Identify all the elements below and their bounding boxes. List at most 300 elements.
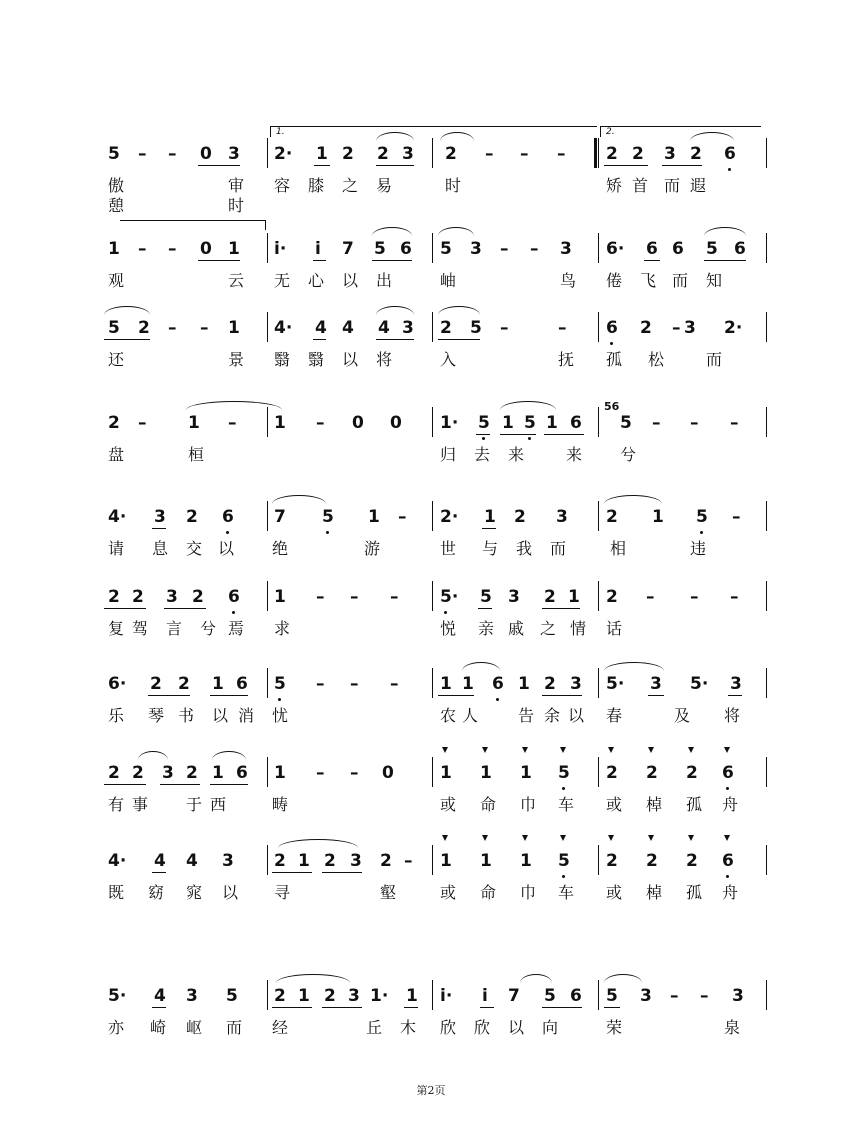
accent-mark (482, 835, 488, 841)
note: 3 (402, 144, 414, 164)
lyric: 亲 (478, 619, 495, 638)
lyric: 首 (632, 176, 649, 195)
note: 6 (570, 413, 582, 433)
duration-underline (728, 695, 742, 696)
music-system (0, 233, 862, 313)
note: 6 (236, 763, 248, 783)
note: – (652, 413, 661, 433)
note: 5 (706, 239, 718, 259)
note: 0 (200, 239, 212, 259)
note: 1 (368, 507, 380, 527)
accent-mark (608, 835, 614, 841)
accent-mark (724, 835, 730, 841)
note: 2 (606, 587, 618, 607)
note: 2 (380, 851, 392, 871)
note: – (690, 413, 699, 433)
note: – (168, 239, 177, 259)
lyric: 岖 (186, 1018, 203, 1037)
note: 4 (154, 851, 166, 871)
lyric: 景 (228, 350, 245, 369)
note: – (690, 587, 699, 607)
note: 1 (406, 986, 418, 1006)
duration-underline (210, 784, 248, 785)
lyric: 岫 (440, 271, 457, 290)
note: 3 (684, 318, 696, 338)
note: 3 (732, 986, 744, 1006)
note: 2· (724, 318, 743, 338)
lyric: 车 (558, 883, 575, 902)
lyric: 欣 (474, 1018, 491, 1037)
duration-underline (376, 339, 414, 340)
note: 1· (440, 413, 459, 433)
lyric: 忧 (272, 706, 289, 725)
lyric: 入 (440, 350, 457, 369)
lyric: 复 (108, 619, 125, 638)
bar-line (766, 668, 767, 698)
bar-line (598, 757, 599, 787)
lyric: 或 (606, 795, 623, 814)
music-system (0, 581, 862, 661)
duration-underline (648, 695, 664, 696)
note: 1 (652, 507, 664, 527)
note: 5 (558, 851, 570, 871)
note: 7 (508, 986, 520, 1006)
duration-underline (272, 1007, 312, 1008)
music-system (0, 757, 862, 837)
note: – (672, 318, 681, 338)
lyric: 向 (542, 1018, 559, 1037)
lyric: 或 (440, 795, 457, 814)
note: 2 (342, 144, 354, 164)
octave-dot (326, 531, 329, 534)
bar-line (598, 501, 599, 531)
note: 1 (518, 674, 530, 694)
lyric: 孤 (606, 350, 623, 369)
note: 2 (544, 587, 556, 607)
note: 3 (402, 318, 414, 338)
note: 1 (520, 763, 532, 783)
lyric: 巾 (520, 883, 537, 902)
accent-mark (688, 747, 694, 753)
lyric: 抚 (558, 350, 575, 369)
octave-dot (700, 531, 703, 534)
note: 2 (440, 318, 452, 338)
lyric: 将 (724, 706, 741, 725)
note: 2· (274, 144, 293, 164)
note: 5 (606, 986, 618, 1006)
lyric: 书 (178, 706, 195, 725)
note: – (200, 318, 209, 338)
accent-mark (688, 835, 694, 841)
octave-dot (278, 698, 281, 701)
duration-underline (152, 872, 166, 873)
note: 1 (274, 587, 286, 607)
duration-underline (644, 260, 660, 261)
bar-line (598, 980, 599, 1010)
lyric: 以 (212, 706, 229, 725)
lyric: 告 (518, 706, 535, 725)
tie-slur (186, 401, 282, 410)
duration-underline (372, 260, 412, 261)
duration-underline (476, 434, 490, 435)
note: 5 (544, 986, 556, 1006)
note: 1 (212, 763, 224, 783)
lyric: 之 (342, 176, 359, 195)
lyric: 而 (672, 271, 689, 290)
lyric: 以 (218, 539, 235, 558)
note: 5· (108, 986, 127, 1006)
lyric: 春 (606, 706, 623, 725)
note: 5 (374, 239, 386, 259)
note: 0 (390, 413, 402, 433)
note: 5 (226, 986, 238, 1006)
note: 2 (186, 763, 198, 783)
lyric: 时 (445, 176, 462, 195)
duration-underline (152, 1007, 166, 1008)
note: 1 (228, 239, 240, 259)
tie-slur (372, 227, 412, 236)
bar-line (598, 138, 599, 168)
bar-line (598, 581, 599, 611)
note: – (390, 587, 399, 607)
note: 4· (108, 851, 127, 871)
lyric: 乐 (108, 706, 125, 725)
bar-line (766, 407, 767, 437)
note: – (138, 144, 147, 164)
note: i (315, 239, 321, 259)
lyric: 孤 (686, 795, 703, 814)
note: 2 (178, 674, 190, 694)
lyric: 容 (274, 176, 291, 195)
volta-second-label: 2. (606, 127, 615, 137)
note: 3 (650, 674, 662, 694)
duration-underline (313, 339, 326, 340)
note: – (670, 986, 679, 1006)
bar-line (598, 668, 599, 698)
lyric: 盘 (108, 445, 125, 464)
note: 2 (192, 587, 204, 607)
duration-underline (542, 1007, 582, 1008)
lyric: 经 (272, 1018, 289, 1037)
music-system (0, 138, 862, 218)
bar-line (432, 980, 433, 1010)
lyric: 知 (706, 271, 723, 290)
note: 5 (322, 507, 334, 527)
note: 3 (348, 986, 360, 1006)
note: 1 (520, 851, 532, 871)
octave-dot (610, 342, 613, 345)
volta-first (270, 126, 597, 137)
note: – (390, 674, 399, 694)
note: 2 (274, 851, 286, 871)
note: 1 (228, 318, 240, 338)
lyric: 而 (664, 176, 681, 195)
note: 5· (606, 674, 625, 694)
lyric: 车 (558, 795, 575, 814)
note: 6 (400, 239, 412, 259)
note: – (350, 763, 359, 783)
accent-mark (442, 835, 448, 841)
lyric: 松 (648, 350, 665, 369)
lyric: 将 (376, 350, 393, 369)
accent-mark (724, 747, 730, 753)
lyric: 荣 (606, 1018, 623, 1037)
note: 3 (556, 507, 568, 527)
bar-line (267, 138, 268, 168)
note: 1 (274, 763, 286, 783)
duration-underline (438, 339, 480, 340)
lyric: 及 (674, 706, 691, 725)
note: 6 (734, 239, 746, 259)
duration-underline (322, 872, 362, 873)
note: 3 (162, 763, 174, 783)
lyric: 而 (706, 350, 723, 369)
bar-line (432, 312, 433, 342)
note: 5 (274, 674, 286, 694)
duration-underline (148, 695, 190, 696)
bar-line (267, 233, 268, 263)
bar-line (432, 845, 433, 875)
bar-line (432, 501, 433, 531)
note: i (482, 986, 488, 1006)
music-system (0, 312, 862, 392)
note: 1 (502, 413, 514, 433)
lyric: 鸟 (560, 271, 577, 290)
note: 2 (606, 763, 618, 783)
tie-slur (276, 974, 350, 983)
note: 5· (690, 674, 709, 694)
note: 2 (544, 674, 556, 694)
note: – (316, 674, 325, 694)
note: – (168, 144, 177, 164)
duration-underline (404, 1007, 418, 1008)
note: 1 (440, 851, 452, 871)
note: – (557, 144, 566, 164)
lyric: 翳 (274, 350, 291, 369)
lyric: 丘 (366, 1018, 383, 1037)
note: 2 (138, 318, 150, 338)
lyric: 交 (186, 539, 203, 558)
lyric: 琴 (148, 706, 165, 725)
note: 2 (686, 851, 698, 871)
note: 2 (274, 986, 286, 1006)
lyric: 无 (274, 271, 291, 290)
lyric: 我 (516, 539, 533, 558)
duration-underline (210, 695, 248, 696)
lyric: 世 (440, 539, 457, 558)
note: – (350, 587, 359, 607)
lyric: 出 (376, 271, 393, 290)
lyric: 以 (342, 350, 359, 369)
note: 3 (664, 144, 676, 164)
tie-slur (604, 974, 642, 983)
note: 6· (606, 239, 625, 259)
tie-slur (272, 495, 326, 504)
music-system (0, 400, 862, 487)
lyric: 请 (108, 539, 125, 558)
duration-underline (604, 1007, 620, 1008)
note: 5 (524, 413, 536, 433)
note: – (138, 413, 147, 433)
tie-slur (278, 839, 358, 848)
lyric: 寻 (274, 883, 291, 902)
lyric: 孤 (686, 883, 703, 902)
lyric: 而 (226, 1018, 243, 1037)
bar-line (766, 233, 767, 263)
note: 3 (228, 144, 240, 164)
repeat-bar (594, 138, 597, 168)
note: 1 (212, 674, 224, 694)
bar-line (432, 407, 433, 437)
note: – (316, 763, 325, 783)
duration-underline (104, 339, 150, 340)
lyric: 消 (238, 706, 255, 725)
volta-first-label: 1. (276, 127, 285, 137)
octave-dot (528, 437, 531, 440)
duration-underline (662, 165, 702, 166)
note: 2 (606, 144, 618, 164)
duration-underline (478, 608, 492, 609)
note: 5 (108, 144, 120, 164)
music-system (0, 668, 862, 748)
lyric: 余 (544, 706, 561, 725)
note: – (404, 851, 413, 871)
note: – (350, 674, 359, 694)
duration-underline (704, 260, 746, 261)
lyric: 观 (108, 271, 125, 290)
note: 1 (440, 674, 452, 694)
duration-underline (198, 260, 240, 261)
note: – (730, 587, 739, 607)
duration-underline (160, 784, 200, 785)
note: 2 (606, 851, 618, 871)
bar-line (267, 845, 268, 875)
octave-dot (726, 875, 729, 878)
bar-line (766, 501, 767, 531)
lyric: 壑 (380, 883, 397, 902)
duration-underline (544, 434, 584, 435)
bar-line (598, 233, 599, 263)
accent-mark (608, 747, 614, 753)
accent-mark (522, 747, 528, 753)
tie-slur (462, 662, 500, 671)
lyric: 游 (364, 539, 381, 558)
duration-underline (104, 608, 146, 609)
lyric: 归 (440, 445, 457, 464)
note: 2 (108, 763, 120, 783)
note: 6 (236, 674, 248, 694)
note: 3 (166, 587, 178, 607)
note: 1 (462, 674, 474, 694)
duration-underline (438, 695, 474, 696)
duration-underline (542, 695, 582, 696)
lyric: 于 (186, 795, 203, 814)
volta-end-line (120, 220, 266, 221)
lyric: 以 (222, 883, 239, 902)
bar-line (432, 668, 433, 698)
lyric: 飞 (640, 271, 657, 290)
accent-mark (442, 747, 448, 753)
bar-line (432, 757, 433, 787)
note: 3 (508, 587, 520, 607)
bar-line (267, 980, 268, 1010)
bar-line (267, 312, 268, 342)
lyric: 兮 (620, 445, 637, 464)
note: – (700, 986, 709, 1006)
lyric: 去 (474, 445, 491, 464)
note: 3 (570, 674, 582, 694)
note: 6 (722, 763, 734, 783)
lyric: 窈 (148, 883, 165, 902)
note: 4· (108, 507, 127, 527)
lyric: 绝 (272, 539, 289, 558)
note: – (500, 239, 509, 259)
lyric: 有 (108, 795, 125, 814)
accent-mark (560, 747, 566, 753)
note: 5 (696, 507, 708, 527)
duration-underline (542, 608, 580, 609)
note: 2 (646, 763, 658, 783)
note: 0 (352, 413, 364, 433)
lyric: 悦 (440, 619, 457, 638)
note: 1 (274, 413, 286, 433)
lyric: 傲 (108, 176, 125, 195)
note: 2 (690, 144, 702, 164)
note: 6 (492, 674, 504, 694)
note: 1 (484, 507, 496, 527)
bar-line (432, 233, 433, 263)
note: 6 (570, 986, 582, 1006)
note: 3 (560, 239, 572, 259)
duration-underline (480, 1007, 494, 1008)
note: 3 (186, 986, 198, 1006)
note: 3 (222, 851, 234, 871)
note: 5 (558, 763, 570, 783)
lyric: 来 (566, 445, 583, 464)
note: 3 (640, 986, 652, 1006)
note: 2 (377, 144, 389, 164)
note: 0 (382, 763, 394, 783)
duration-underline (198, 165, 240, 166)
note: 6 (228, 587, 240, 607)
lyric: 矫 (606, 176, 623, 195)
octave-dot (232, 611, 235, 614)
bar-line (598, 312, 599, 342)
note: 1 (298, 851, 310, 871)
octave-dot (482, 437, 485, 440)
note: – (530, 239, 539, 259)
note: – (316, 587, 325, 607)
duration-underline (376, 165, 414, 166)
duration-underline (322, 1007, 362, 1008)
lyric: 求 (274, 619, 291, 638)
note: 1 (108, 239, 120, 259)
bar-line (432, 138, 433, 168)
lyric: 舟 (722, 795, 739, 814)
bar-line (267, 407, 268, 437)
lyric: 翳 (308, 350, 325, 369)
note: 6· (108, 674, 127, 694)
lyric-alt: 憩 (108, 196, 125, 215)
lyric: 之 (540, 619, 557, 638)
accent-mark (648, 747, 654, 753)
music-system (0, 980, 862, 1060)
duration-underline (482, 528, 496, 529)
note: – (730, 413, 739, 433)
note: 1 (568, 587, 580, 607)
note: 2· (440, 507, 459, 527)
bar-line (766, 845, 767, 875)
